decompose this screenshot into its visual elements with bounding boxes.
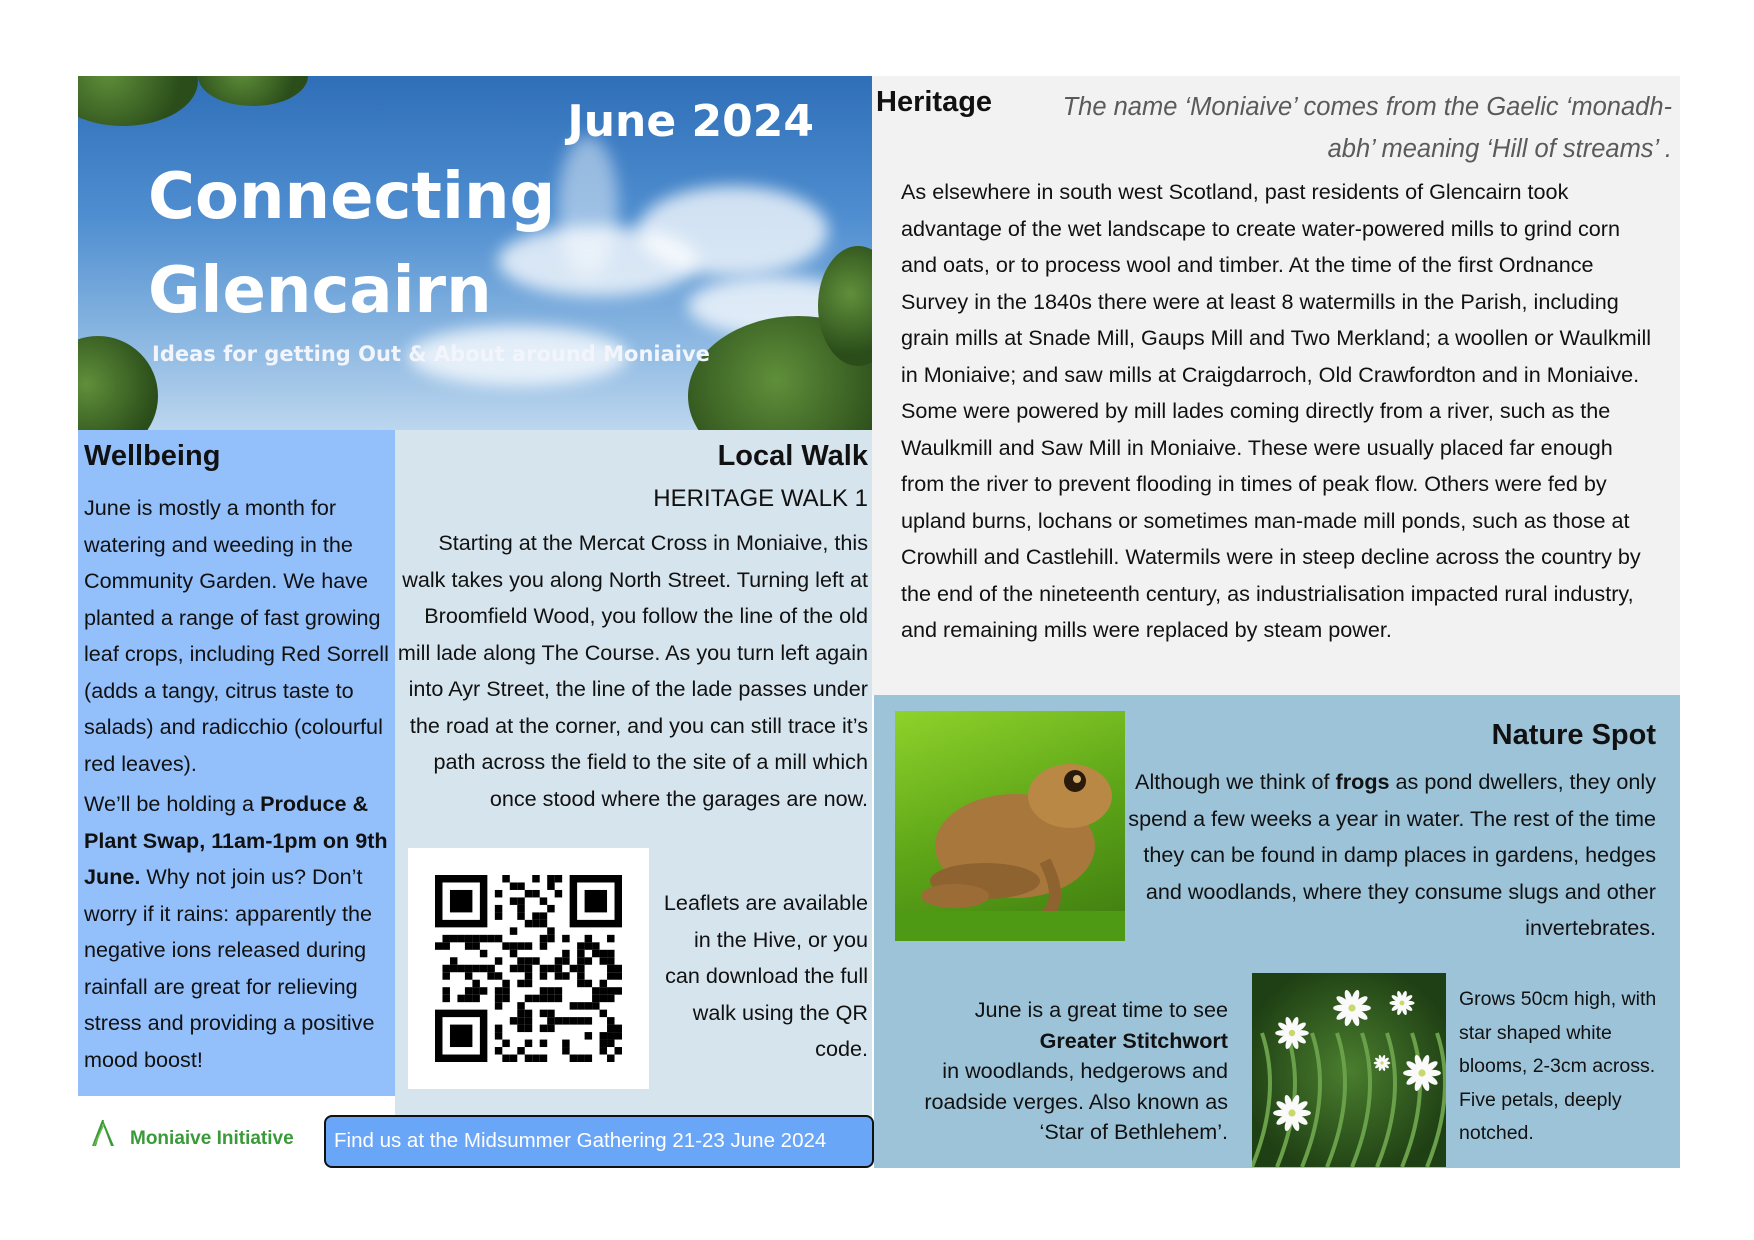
local-walk-section <box>395 430 872 1117</box>
heritage-section <box>872 76 1680 695</box>
stitchwort-tail: in woodlands, hedgerows and roadside verges. Also known as ‘Star of Bethlehem’. <box>924 1058 1228 1144</box>
local-walk-subheading: HERITAGE WALK 1 <box>653 485 868 512</box>
nature-spot-heading: Nature Spot <box>1491 719 1656 751</box>
find-us-banner <box>324 1115 874 1168</box>
local-walk-heading: Local Walk <box>717 440 868 472</box>
stitchwort-name: Greater Stitchwort <box>1039 1027 1228 1053</box>
header-banner <box>78 76 872 430</box>
wellbeing-paragraph-2 <box>84 786 390 1078</box>
wellbeing-heading: Wellbeing <box>84 440 221 472</box>
frogs-tail: as pond dwellers, they only spend a few weeks a year in water. The rest of the time they can be found in damp places in gardens, hedges and woodlands, where they consume slugs and other invertebrates. <box>1128 769 1656 940</box>
qr-code-icon <box>435 875 622 1062</box>
leaflet-info: Leaflets are available in the Hive, or you can download the full walk using the QR code. <box>663 890 868 1061</box>
moniaive-initiative-logo-icon <box>90 1118 124 1148</box>
wellbeing-p2-lead: We’ll be holding a <box>84 791 261 816</box>
stitchwort-lead: June is a great time to see <box>974 997 1228 1022</box>
frogs-bold: frogs <box>1335 769 1390 794</box>
stitchwort-description: Grows 50cm high, with star shaped white blooms, 2-3cm across. Five petals, deeply notched. <box>1459 988 1657 1144</box>
newsletter-title-line2: Glencairn <box>148 254 492 328</box>
frog-icon <box>895 711 1125 941</box>
issue-date: June 2024 <box>567 96 814 147</box>
stitchwort-flower-icon <box>1252 973 1446 1167</box>
qr-code[interactable] <box>408 848 649 1089</box>
wellbeing-p2-tail: Why not join us? Don’t worry if it rains: apparently the negative ions released during rainfall are great for relieving stress and providing a positive mood boost! <box>84 864 375 1072</box>
nature-spot-section <box>874 695 1680 1168</box>
nature-spot-body <box>1116 764 1656 947</box>
moniaive-initiative-logo <box>90 1118 310 1158</box>
newsletter-title-line1: Connecting <box>148 160 556 234</box>
heritage-body: As elsewhere in south west Scotland, past residents of Glencairn took advantage of the wet landscape to create water-powered mills to grind corn and oats, or to process wool and timber. At the time of the first Ordnance Survey in the 1840s there were at least 8 watermills in the Parish, including grain mills at Snade Mill, Gaups Mill and Two Merkland; a woollen or Waulkmill in Moniaive; and saw mills at Craigdarroch, Old Crawfordton and in Moniaive. Some were powered by mill lades coming directly from a river, such as the Waulkmill and Saw Mill in Moniaive. These were usually placed far enough from the river to prevent flooding in times of peak flow. Others were fed by upland burns, lochans or sometimes man-made mill ponds, such as those at Crowhill and Castlehill. Watermils were in steep decline across the country by the end of the nineteenth century, as industrialisation impacted rural industry, and remaining mills were replaced by steam power. <box>901 179 1652 642</box>
logo-text: Moniaive Initiative <box>130 1128 294 1149</box>
frog-photo <box>895 711 1125 941</box>
heritage-quote: The name ‘Moniaive’ comes from the Gaelic ‘monadh-abh’ meaning ‘Hill of streams’ . <box>1062 93 1672 163</box>
frogs-lead: Although we think of <box>1135 769 1336 794</box>
wellbeing-paragraph-1: June is mostly a month for watering and weeding in the Community Garden. We have planted a range of fast growing leaf crops, including Red Sorrell (adds a tangy, citrus taste to salads) and radicchio (colourful red leaves). <box>84 495 389 776</box>
wellbeing-section <box>78 430 395 1096</box>
heritage-heading: Heritage <box>876 86 993 118</box>
wellbeing-text <box>84 490 390 1082</box>
find-us-text: Find us at the Midsummer Gathering 21-23 June 2024 <box>334 1129 827 1152</box>
plant-swap-event: Produce & Plant Swap, 11am-1pm on 9th June. <box>84 791 388 889</box>
tagline: Ideas for getting Out & About around Moniaive <box>152 342 710 366</box>
stitchwort-photo <box>1252 973 1446 1167</box>
stitchwort-text <box>886 995 1228 1148</box>
local-walk-body: Starting at the Mercat Cross in Moniaive, this walk takes you along North Street. Turning left at Broomfield Wood, you follow the line of the old mill lade along The Course. As you turn left again into Ayr Street, the line of the lade passes under the road at the corner, and you can still trace it’s path across the field to the site of a mill which once stood where the garages are now. <box>397 530 868 811</box>
